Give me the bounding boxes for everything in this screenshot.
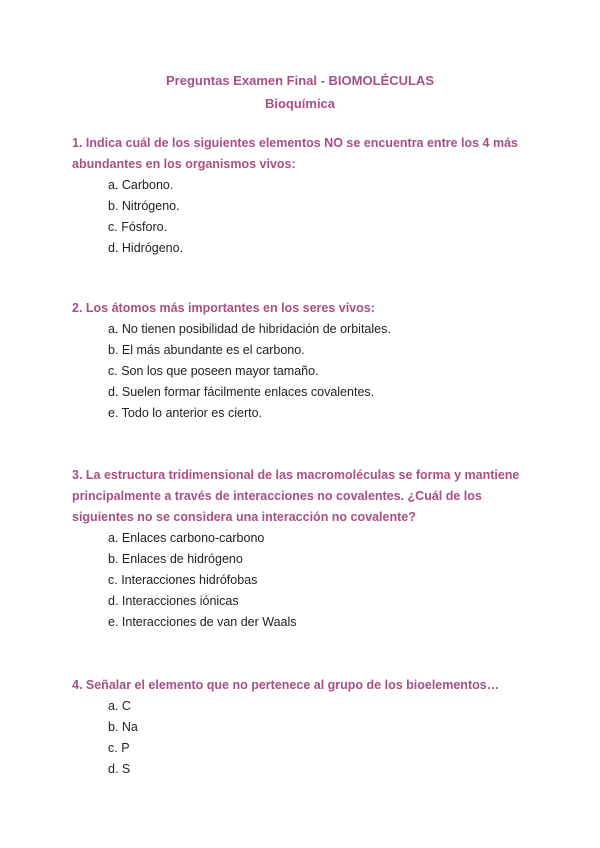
question-text: 1. Indica cuál de los siguientes elementos NO se encuentra entre los 4 más abundantes en los organismos vivos: bbox=[72, 136, 518, 171]
question-text: 2. Los átomos más importantes en los seres vivos: bbox=[72, 301, 375, 315]
question-text: 3. La estructura tridimensional de las macromoléculas se forma y mantiene principalmente a través de interacciones no covalentes. ¿Cuál de los siguientes no se considera una interacción no covalente? bbox=[72, 468, 520, 524]
answer-option: c. Interacciones hidrófobas bbox=[108, 573, 258, 587]
answer-option: a. C bbox=[108, 699, 131, 713]
answer-option: b. Na bbox=[108, 720, 138, 734]
answer-option: c. Fósforo. bbox=[108, 220, 168, 234]
answer-option: b. El más abundante es el carbono. bbox=[108, 343, 305, 357]
answer-option: c. Son los que poseen mayor tamaño. bbox=[108, 364, 319, 378]
answer-options bbox=[72, 528, 532, 633]
answer-option: c. P bbox=[108, 741, 130, 755]
answer-option: e. Interacciones de van der Waals bbox=[108, 615, 297, 629]
answer-option: d. Interacciones iónicas bbox=[108, 594, 239, 608]
answer-option: e. Todo lo anterior es cierto. bbox=[108, 406, 263, 420]
question-1 bbox=[72, 133, 532, 259]
question-4 bbox=[72, 675, 532, 780]
answer-option: d. Suelen formar fácilmente enlaces covalentes. bbox=[108, 385, 375, 399]
question-2 bbox=[72, 298, 532, 424]
answer-option: a. No tienen posibilidad de hibridación de orbitales. bbox=[108, 322, 391, 336]
answer-option: a. Enlaces carbono-carbono bbox=[108, 531, 265, 545]
answer-options bbox=[72, 696, 532, 780]
answer-options bbox=[72, 175, 532, 259]
answer-options bbox=[72, 319, 532, 424]
answer-option: b. Nitrógeno. bbox=[108, 199, 180, 213]
answer-option: d. Hidrógeno. bbox=[108, 241, 184, 255]
answer-option: b. Enlaces de hidrógeno bbox=[108, 552, 243, 566]
answer-option: a. Carbono. bbox=[108, 178, 174, 192]
question-3 bbox=[72, 465, 532, 633]
document-title: Preguntas Examen Final - BIOMOLÉCULAS bbox=[166, 73, 434, 88]
answer-option: d. S bbox=[108, 762, 131, 776]
question-text: 4. Señalar el elemento que no pertenece al grupo de los bioelementos… bbox=[72, 678, 500, 692]
document-subtitle: Bioquímica bbox=[264, 96, 336, 111]
